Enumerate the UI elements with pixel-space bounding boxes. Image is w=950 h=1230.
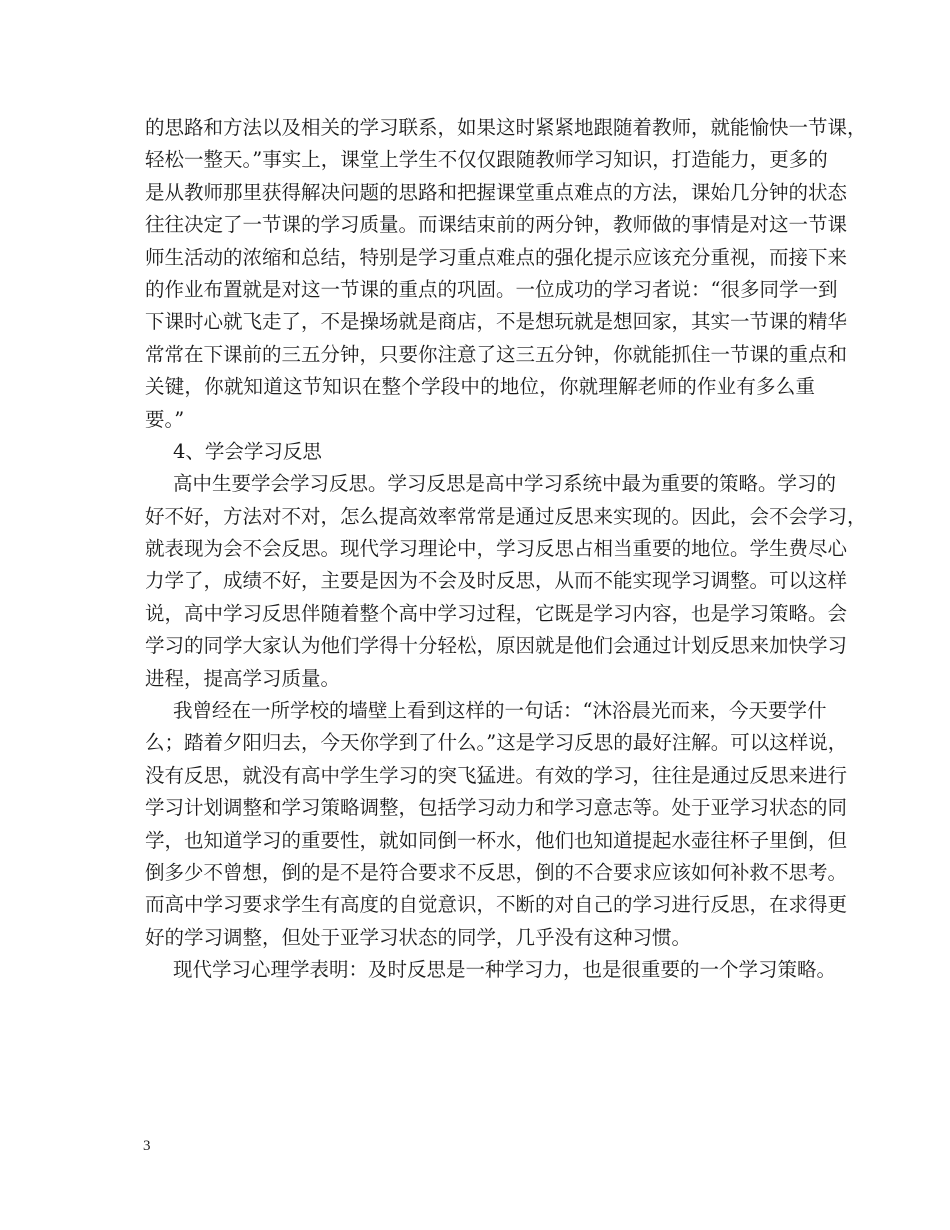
text-line: 学习计划调整和学习策略调整，包括学习动力和学习意志等。处于亚学习状态的同 xyxy=(145,796,848,820)
text-line: 学，也知道学习的重要性，就如同倒一杯水，他们也知道提起水壶往杯子里倒，但 xyxy=(145,828,848,852)
text-line: 就表现为会不会反思。现代学习理论中，学习反思占相当重要的地位。学生费尽心 xyxy=(145,537,848,561)
text-line: 我曾经在一所学校的墙壁上看到这样的一句话：“沐浴晨光而来，今天要学什 xyxy=(173,699,827,723)
text-line: 的思路和方法以及相关的学习联系，如果这时紧紧地跟随着教师，就能愉快一节课， xyxy=(145,116,867,139)
text-line: 好不好，方法对不对，怎么提高效率常常是通过反思来实现的。因此，会不会学习， xyxy=(145,504,867,528)
text-line: 没有反思，就没有高中学生学习的突飞猛进。有效的学习，往往是通过反思来进行 xyxy=(145,763,848,787)
text-line: 下课时心就飞走了，不是操场就是商店，不是想玩就是想回家，其实一节课的精华 xyxy=(145,310,848,334)
text-line: 的作业布置就是对这一节课的重点的巩固。一位成功的学习者说：“很多同学一到 xyxy=(145,277,838,301)
text-line: 现代学习心理学表明：及时反思是一种学习力，也是很重要的一个学习策略。 xyxy=(173,958,837,982)
text-line: 4、学会学习反思 xyxy=(173,439,322,463)
text-line: 轻松一整天。”事实上，课堂上学生不仅仅跟随教师学习知识，打造能力，更多的 xyxy=(145,148,828,172)
text-line: 往往决定了一节课的学习质量。而课结束前的两分钟，教师做的事情是对这一节课 xyxy=(145,213,848,237)
text-line: 高中生要学会学习反思。学习反思是高中学习系统中最为重要的策略。学习的 xyxy=(173,472,837,496)
text-line: 常常在下课前的三五分钟，只要你注意了这三五分钟，你就能抓住一节课的重点和 xyxy=(145,342,848,366)
text-line: 而高中学习要求学生有高度的自觉意识，不断的对自己的学习进行反思，在求得更 xyxy=(145,893,848,917)
text-line: 倒多少不曾想，倒的是不是符合要求不反思，倒的不合要求应该如何补救不思考。 xyxy=(145,860,848,884)
page-number: 3 xyxy=(143,1138,151,1154)
document-body xyxy=(145,112,867,987)
text-line: 么；踏着夕阳归去，今天你学到了什么。”这是学习反思的最好注解。可以这样说， xyxy=(145,731,848,755)
text-line: 关键，你就知道这节知识在整个学段中的地位，你就理解老师的作业有多么重 xyxy=(145,375,815,399)
text-line: 好的学习调整，但处于亚学习状态的同学，几乎没有这种习惯。 xyxy=(145,925,692,949)
text-line: 说，高中学习反思伴随着整个高中学习过程，它既是学习内容，也是学习策略。会 xyxy=(145,601,848,625)
text-line: 力学了，成绩不好，主要是因为不会及时反思，从而不能实现学习调整。可以这样 xyxy=(145,569,848,593)
text-line: 师生活动的浓缩和总结，特别是学习重点难点的强化提示应该充分重视，而接下来 xyxy=(145,245,848,269)
text-line: 学习的同学大家认为他们学得十分轻松，原因就是他们会通过计划反思来加快学习 xyxy=(145,634,848,658)
text-line: 是从教师那里获得解决问题的思路和把握课堂重点难点的方法，课始几分钟的状态 xyxy=(145,180,848,204)
text-line: 要。” xyxy=(145,407,185,431)
text-line: 进程，提高学习质量。 xyxy=(145,666,341,690)
